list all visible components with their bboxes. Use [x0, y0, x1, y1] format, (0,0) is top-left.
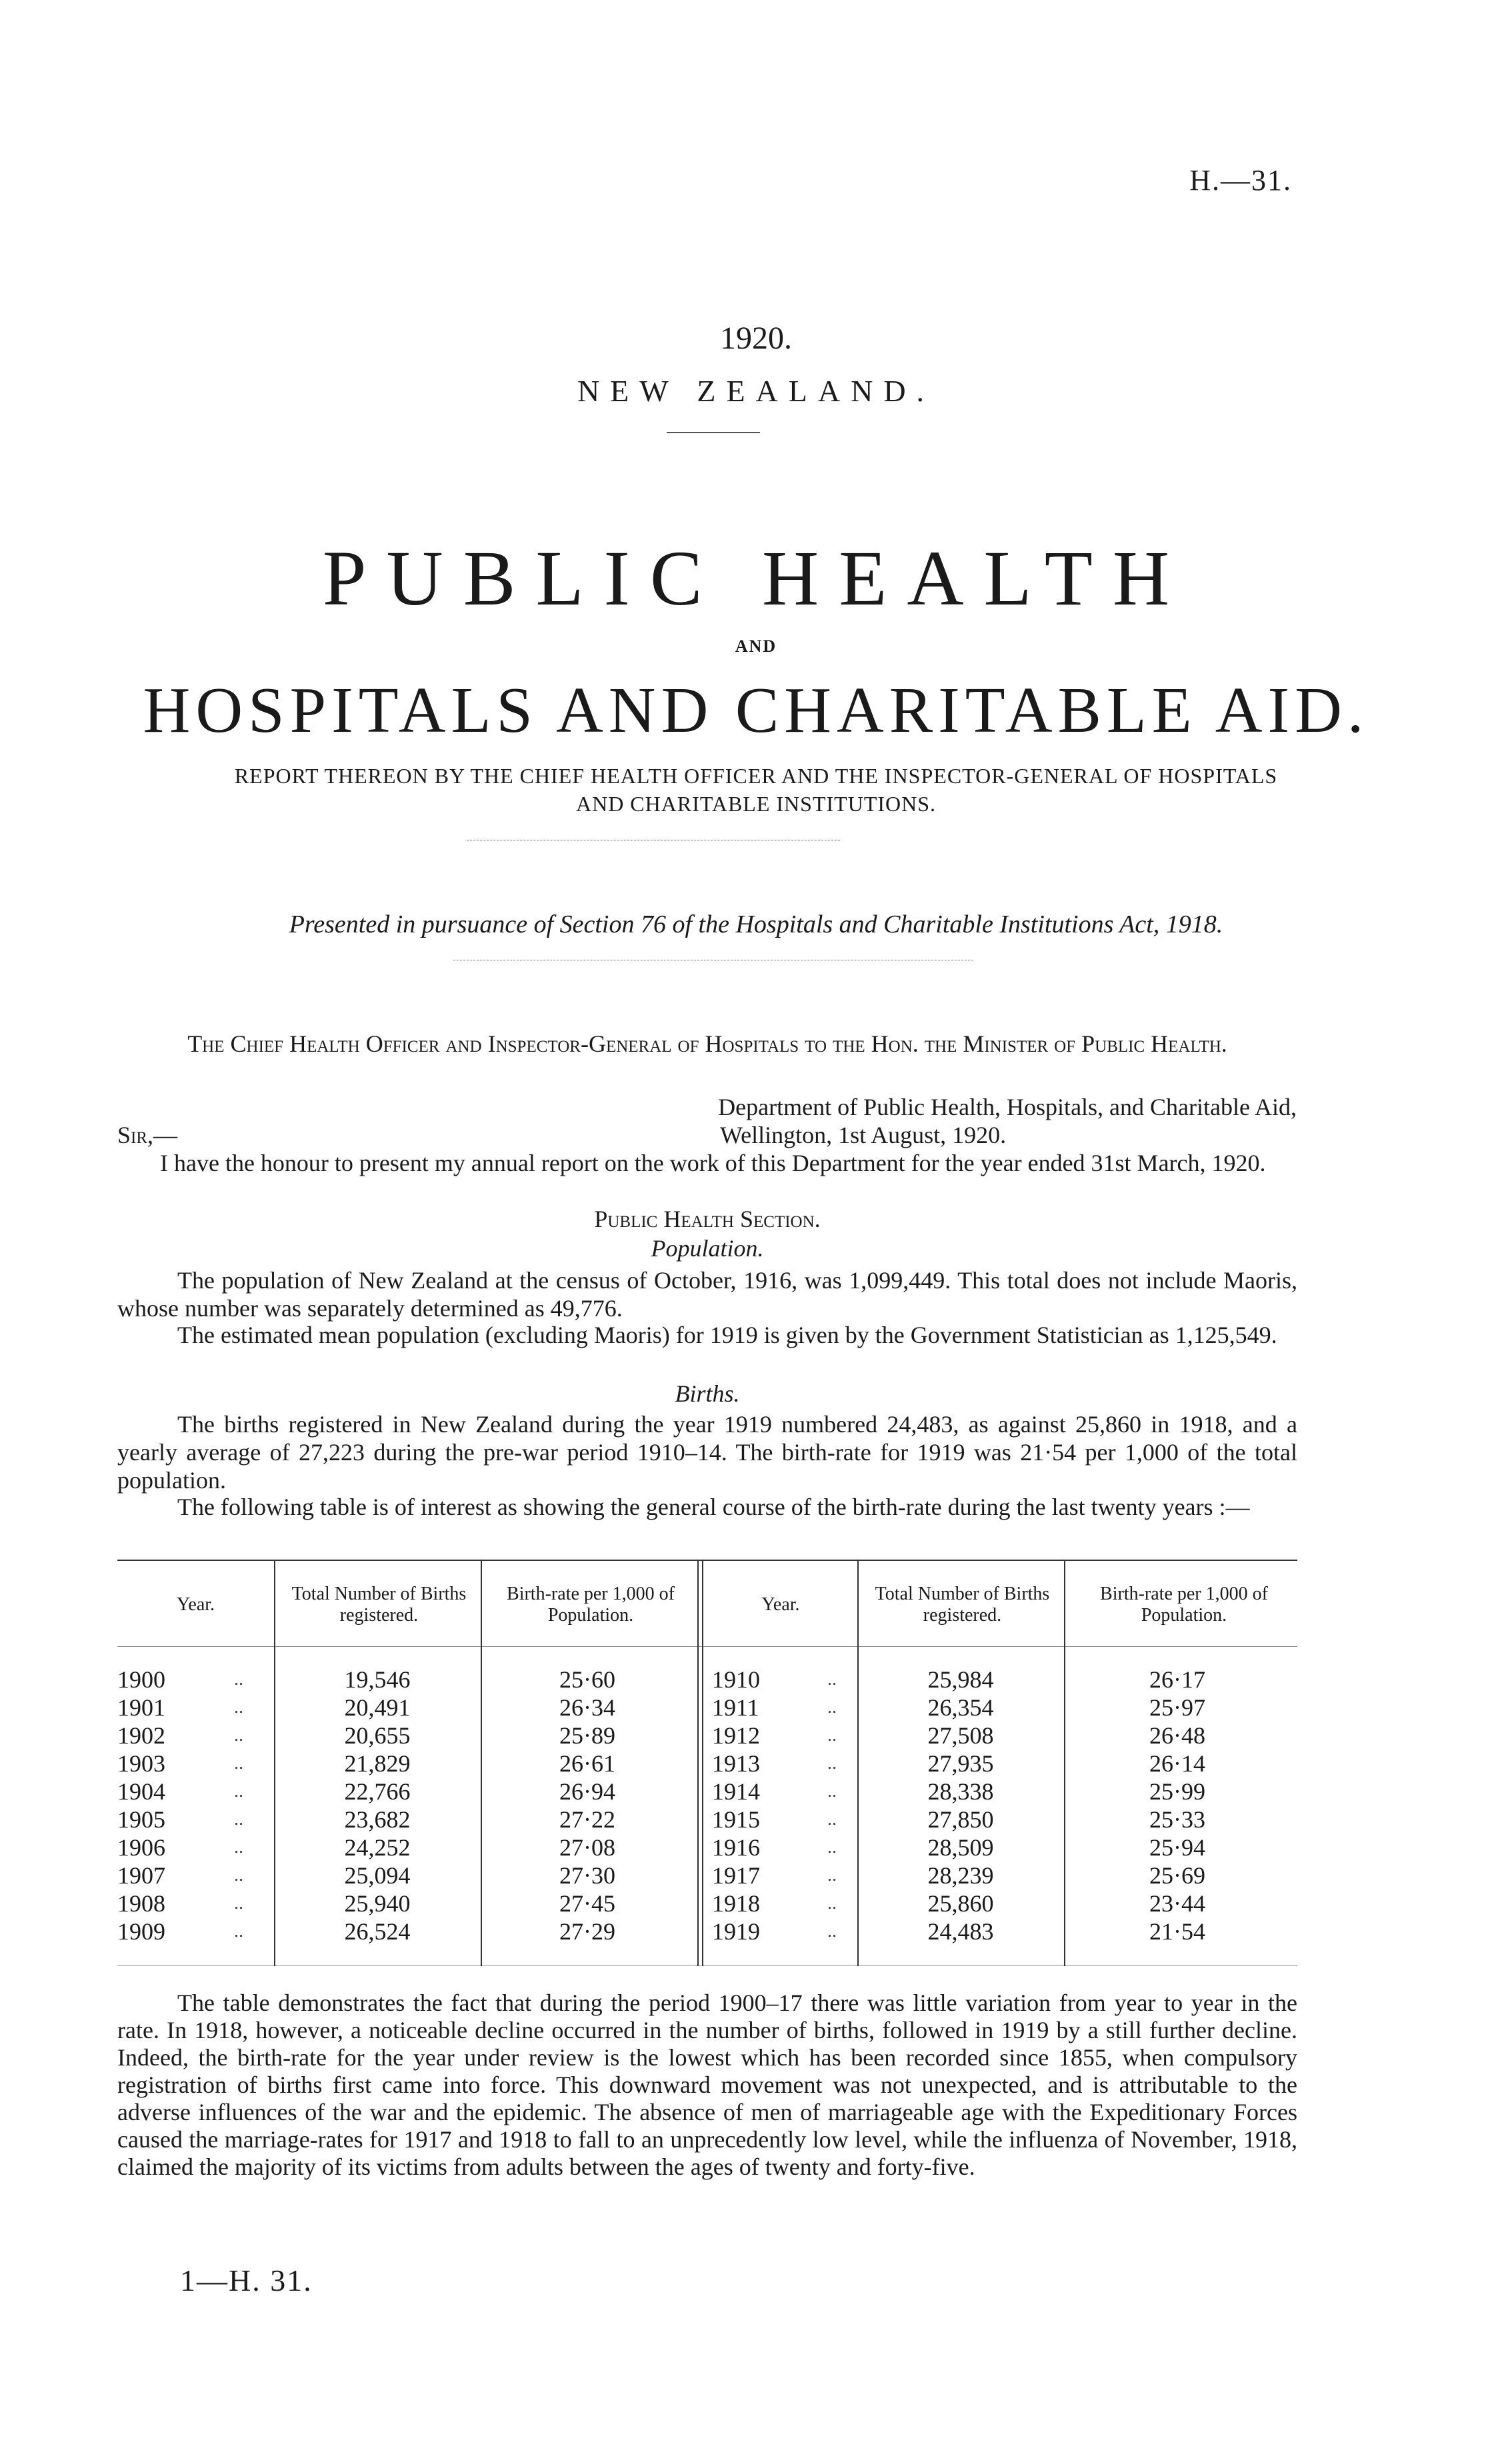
total-births-cell: 27,850 — [927, 1806, 994, 1833]
birth-rate-table — [117, 1560, 1297, 1966]
total-births-cell: 25,094 — [344, 1862, 411, 1889]
year-cell: 1913 — [712, 1750, 760, 1777]
leader-dots: .. — [234, 1837, 243, 1857]
leader-dots: .. — [234, 1781, 243, 1802]
year-cell: 1901 — [117, 1694, 165, 1721]
total-births-cell: 25,940 — [344, 1890, 411, 1917]
birth-rate-cell: 23·44 — [1149, 1890, 1205, 1917]
total-births-cell: 20,491 — [344, 1694, 411, 1721]
title-line-2: HOSPITALS AND CHARITABLE AID. — [143, 674, 1369, 746]
year-cell: 1918 — [712, 1890, 760, 1917]
birth-rate-cell: 21·54 — [1149, 1918, 1205, 1945]
place-date: Wellington, 1st August, 1920. — [720, 1122, 1007, 1148]
births-paragraph-2: The following table is of interest as showing the general course of the birth-rate during the last twenty years :— — [177, 1494, 1250, 1520]
salutation: Sir,— — [117, 1122, 178, 1148]
total-births-cell: 20,655 — [344, 1722, 411, 1749]
table-top-rule — [117, 1560, 1297, 1561]
after-table-paragraph: The table demonstrates the fact that during the period 1900–17 there was little variation from year to year in the rate. In 1918, however, a noticeable decline occurred in the number of births, followed in 1919 by a still further decline. Indeed, the birth-rate for the year under review is the lowest which has been recorded since 1855, when compulsory registration of births first came into force. This downward movement was not unexpected, and is attributable to the adverse influences of the war and the epidemic. The absence of men of marriageable age with the Expeditionary Forces caused the marriage-rates for 1917 and 1918 to fall to an unprecedently low level, while the influenza of November, 1918, claimed the majority of its victims from adults between the ages of twenty and forty-five. — [117, 1989, 1297, 2180]
leader-dots: .. — [234, 1809, 243, 1830]
leader-dots: .. — [234, 1753, 243, 1774]
header-year-right: Year. — [761, 1594, 800, 1615]
leader-dots: .. — [234, 1725, 243, 1746]
leader-dots: .. — [234, 1893, 243, 1913]
subtitle: REPORT THEREON BY THE CHIEF HEALTH OFFICER AND THE INSPECTOR-GENERAL OF HOSPITALS AND CHARITABLE INSTITUTIONS. — [234, 764, 1278, 816]
year-cell: 1900 — [117, 1666, 165, 1693]
year-cell: 1916 — [712, 1834, 760, 1861]
total-births-cell: 27,935 — [927, 1750, 994, 1777]
leader-dots: .. — [827, 1725, 837, 1746]
header-rate-right: Birth-rate per 1,000 of Population. — [1100, 1584, 1268, 1626]
leader-dots: .. — [234, 1921, 243, 1941]
birth-rate-cell: 26·48 — [1149, 1722, 1205, 1749]
total-births-cell: 26,524 — [344, 1918, 411, 1945]
leader-dots: .. — [234, 1669, 243, 1690]
birth-rate-cell: 26·34 — [559, 1694, 615, 1721]
year-cell: 1910 — [712, 1666, 760, 1693]
addressee: The Chief Health Officer and Inspector-General of Hospitals to the Hon. the Minister of Public Health. — [187, 1030, 1227, 1057]
section-heading: Public Health Section. — [594, 1206, 821, 1232]
year-cell: 1902 — [117, 1722, 165, 1749]
birth-rate-cell: 27·29 — [559, 1918, 615, 1945]
birth-rate-cell: 25·69 — [1149, 1862, 1205, 1889]
table-header-rule — [117, 1646, 1297, 1647]
leader-dots: .. — [827, 1669, 837, 1690]
year-cell: 1908 — [117, 1890, 165, 1917]
birth-rate-cell: 27·30 — [559, 1862, 615, 1889]
birth-rate-cell: 25·94 — [1149, 1834, 1205, 1861]
page-footer: 1—H. 31. — [180, 2263, 313, 2297]
year-cell: 1903 — [117, 1750, 165, 1777]
table-row — [117, 1806, 1297, 1834]
leader-dots: .. — [234, 1865, 243, 1885]
total-births-cell: 21,829 — [344, 1750, 411, 1777]
birth-rate-cell: 25·97 — [1149, 1694, 1205, 1721]
total-births-cell: 28,338 — [927, 1778, 994, 1805]
header-rate-left: Birth-rate per 1,000 of Population. — [507, 1584, 675, 1626]
table-row — [117, 1750, 1297, 1778]
total-births-cell: 28,239 — [927, 1862, 994, 1889]
table-row — [117, 1918, 1297, 1946]
year-cell: 1906 — [117, 1834, 165, 1861]
population-paragraph-2: The estimated mean population (excluding Maoris) for 1919 is given by the Government Statistician as 1,125,549. — [177, 1322, 1277, 1348]
birth-rate-cell: 25·99 — [1149, 1778, 1205, 1805]
births-heading: Births. — [675, 1380, 740, 1407]
total-births-cell: 24,483 — [927, 1918, 994, 1945]
year-cell: 1917 — [712, 1862, 760, 1889]
table-row — [117, 1834, 1297, 1862]
birth-rate-cell: 26·17 — [1149, 1666, 1205, 1693]
year-cell: 1911 — [712, 1694, 759, 1721]
header-total-left: Total Number of Births registered. — [291, 1584, 467, 1626]
presented-note: Presented in pursuance of Section 76 of the Hospitals and Charitable Institutions Act, 1918. — [289, 910, 1223, 938]
birth-rate-cell: 27·45 — [559, 1890, 615, 1917]
table-row — [117, 1890, 1297, 1918]
year-cell: 1915 — [712, 1806, 760, 1833]
page-reference: H.—31. — [1189, 164, 1292, 197]
birth-rate-cell: 25·33 — [1149, 1806, 1205, 1833]
population-paragraph-1: The population of New Zealand at the census of October, 1916, was 1,099,449. This total does not include Maoris, whose number was separately determined as 49,776. — [117, 1267, 1297, 1322]
leader-dots: .. — [234, 1697, 243, 1718]
total-births-cell: 22,766 — [344, 1778, 411, 1805]
total-births-cell: 24,252 — [344, 1834, 411, 1861]
birth-rate-cell: 25·60 — [559, 1666, 615, 1693]
year-cell: 1909 — [117, 1918, 165, 1945]
total-births-cell: 19,546 — [344, 1666, 411, 1693]
leader-dots: .. — [827, 1921, 837, 1941]
birth-rate-cell: 25·89 — [559, 1722, 615, 1749]
year-cell: 1914 — [712, 1778, 760, 1805]
leader-dots: .. — [827, 1697, 837, 1718]
total-births-cell: 25,984 — [927, 1666, 994, 1693]
divider — [667, 432, 760, 433]
title-line-1: PUBLIC HEALTH — [322, 535, 1190, 622]
intro-paragraph: I have the honour to present my annual report on the work of this Department for the year ended 31st March, 1920. — [160, 1150, 1266, 1176]
header-year-left: Year. — [176, 1594, 215, 1615]
year-cell: 1904 — [117, 1778, 165, 1805]
birth-rate-cell: 26·94 — [559, 1778, 615, 1805]
table-row — [117, 1694, 1297, 1722]
year-cell: 1905 — [117, 1806, 165, 1833]
birth-rate-cell: 27·08 — [559, 1834, 615, 1861]
year-cell: 1912 — [712, 1722, 760, 1749]
table-row — [117, 1778, 1297, 1806]
department-line: Department of Public Health, Hospitals, and Charitable Aid, — [718, 1094, 1297, 1120]
total-births-cell: 28,509 — [927, 1834, 994, 1861]
total-births-cell: 27,508 — [927, 1722, 994, 1749]
leader-dots: .. — [827, 1837, 837, 1857]
table-row — [117, 1666, 1297, 1694]
population-heading: Population. — [651, 1235, 764, 1262]
leader-dots: .. — [827, 1781, 837, 1802]
header-total-right: Total Number of Births registered. — [875, 1584, 1050, 1626]
report-year: 1920. — [720, 321, 792, 356]
births-paragraph-1: The births registered in New Zealand during the year 1919 numbered 24,483, as against 25,860 in 1918, and a yearly average of 27,223 during the pre-war period 1910–14. The birth-rate for 1919 was 21·54 per 1,000 of the total population. — [117, 1411, 1297, 1494]
leader-dots: .. — [827, 1809, 837, 1830]
table-row — [117, 1722, 1297, 1750]
leader-dots: .. — [827, 1865, 837, 1885]
birth-rate-cell: 27·22 — [559, 1806, 615, 1833]
total-births-cell: 26,354 — [927, 1694, 994, 1721]
birth-rate-cell: 26·61 — [559, 1750, 615, 1777]
year-cell: 1907 — [117, 1862, 165, 1889]
year-cell: 1919 — [712, 1918, 760, 1945]
title-and: AND — [735, 636, 777, 656]
country-heading: NEW ZEALAND. — [577, 374, 935, 408]
total-births-cell: 25,860 — [927, 1890, 994, 1917]
table-row — [117, 1862, 1297, 1890]
leader-dots: .. — [827, 1893, 837, 1913]
total-births-cell: 23,682 — [344, 1806, 411, 1833]
leader-dots: .. — [827, 1753, 837, 1774]
birth-rate-cell: 26·14 — [1149, 1750, 1205, 1777]
